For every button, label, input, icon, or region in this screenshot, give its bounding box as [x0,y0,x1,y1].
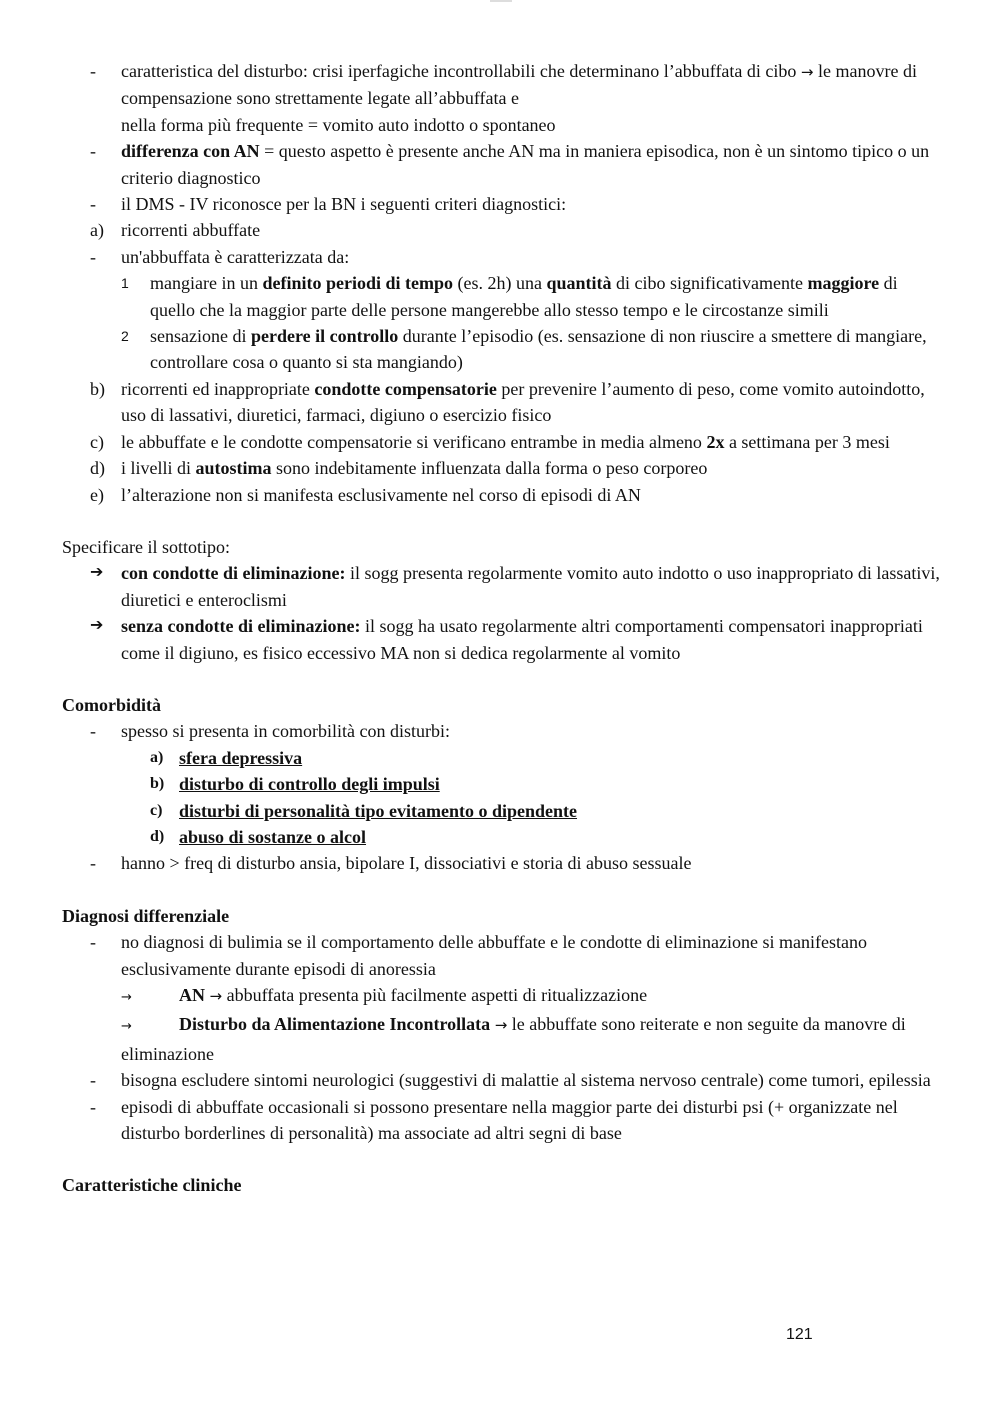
header-mark [490,0,512,2]
criterion-b: b) ricorrenti ed inappropriate condotte compensatorie per prevenire l’aumento di peso, come vomito autoindotto, uso di lassativi, diuretici, farmaci, digiuno o esercizio fisico [90,378,925,426]
criterion-c: c) le abbuffate e le condotte compensatorie si verificano entrambe in media almeno 2x a settimana per 3 mesi [90,431,890,452]
section-heading-comorbidity: Comorbidità [62,694,161,715]
list-item: - il DMS - IV riconosce per la BN i seguenti criteri diagnostici: [90,194,567,215]
page-number: 121 [786,1326,813,1343]
comorbidity-item: c) disturbi di personalità tipo evitamento o dipendente [150,800,578,821]
dash-marker: - [90,61,96,81]
arrow-icon: → [209,987,223,1005]
section-heading-clinical: Caratteristiche cliniche [62,1175,242,1196]
subtype-intro: Specificare il sottotipo: [62,536,230,557]
arrow-bullet-icon: ➔ [90,617,104,635]
list-item: - un'abbuffata è caratterizzata da: [90,246,350,267]
arrow-bullet-icon: ➔ [90,564,104,582]
list-item-continuation: nella forma più frequente = vomito auto indotto o spontaneo [121,114,556,135]
list-item: - spesso si presenta in comorbilità con disturbi: [90,721,450,742]
list-item: - hanno > freq di disturbo ansia, bipolare I, dissociativi e storia di abuso sessuale [90,853,692,874]
list-item: - bisogna escludere sintomi neurologici (suggestivi di malattie al sistema nervoso centrale) come tumori, epilessia [90,1070,931,1091]
list-item: - no diagnosi di bulimia se il comportamento delle abbuffate e le condotte di eliminazione si manifestano esclusivamente durante episodi di anoressia [90,932,867,979]
arrow-icon: → [800,63,814,81]
differential-dai: → Disturbo da Alimentazione Incontrollata → le abbuffate sono reiterate e non seguite da manovre di eliminazione [121,1014,906,1064]
numbered-item: 1 mangiare in un definito periodi di tempo (es. 2h) una quantità di cibo significativamente maggiore di quello che la maggior parte delle persone mangerebbe allo stesso tempo e le circostanze simili [121,273,898,320]
section-heading-differential: Diagnosi differenziale [62,905,230,926]
criterion-a: a) ricorrenti abbuffate [90,220,261,241]
comorbidity-item: a) sfera depressiva [150,747,303,768]
criterion-e: e) l’alterazione non si manifesta esclusivamente nel corso di episodi di AN [90,484,641,505]
subtype-item: ➔ con condotte di eliminazione: il sogg presenta regolarmente vomito auto indotto o uso inappropriato di lassativi, diuretici e enteroclismi [62,560,942,613]
criterion-d: d) i livelli di autostima sono indebitamente influenzata dalla forma o peso corporeo [90,458,708,479]
differential-an: → AN → abbuffata presenta più facilmente aspetti di ritualizzazione [62,982,942,1011]
small-arrow-icon: → [121,1019,132,1035]
arrow-icon: → [494,1016,508,1035]
list-item: - caratteristica del disturbo: crisi iperfagiche incontrollabili che determinano l’abbuffata di cibo → le manovre di compensazione sono strettamente legate all’abbuffata e [62,58,942,112]
subtype-item: ➔ senza condotte di eliminazione: il sogg ha usato regolarmente altri comportamenti compensatori inappropriati come il digiuno, es fisico eccessivo MA non si dedica regolarmente al vomito [62,613,942,666]
comorbidity-item: b) disturbo di controllo degli impulsi [150,774,440,795]
comorbidity-item: d) abuso di sostanze o alcol [150,826,367,847]
list-item: - differenza con AN = questo aspetto è presente anche AN ma in maniera episodica, non è un sintomo tipico o un criterio diagnostico [90,141,930,188]
document-page [62,58,942,1199]
numbered-item: 2 sensazione di perdere il controllo durante l’episodio (es. sensazione di non riuscire a smettere di mangiare, controllare cosa o quanto si sta mangiando) [121,326,927,373]
list-item: - episodi di abbuffate occasionali si possono presentare nella maggior parte dei disturbi psi (+ organizzate nel disturbo borderlines di personalità) ma associate ad altri segni di base [90,1096,898,1144]
small-arrow-icon: → [121,990,132,1005]
